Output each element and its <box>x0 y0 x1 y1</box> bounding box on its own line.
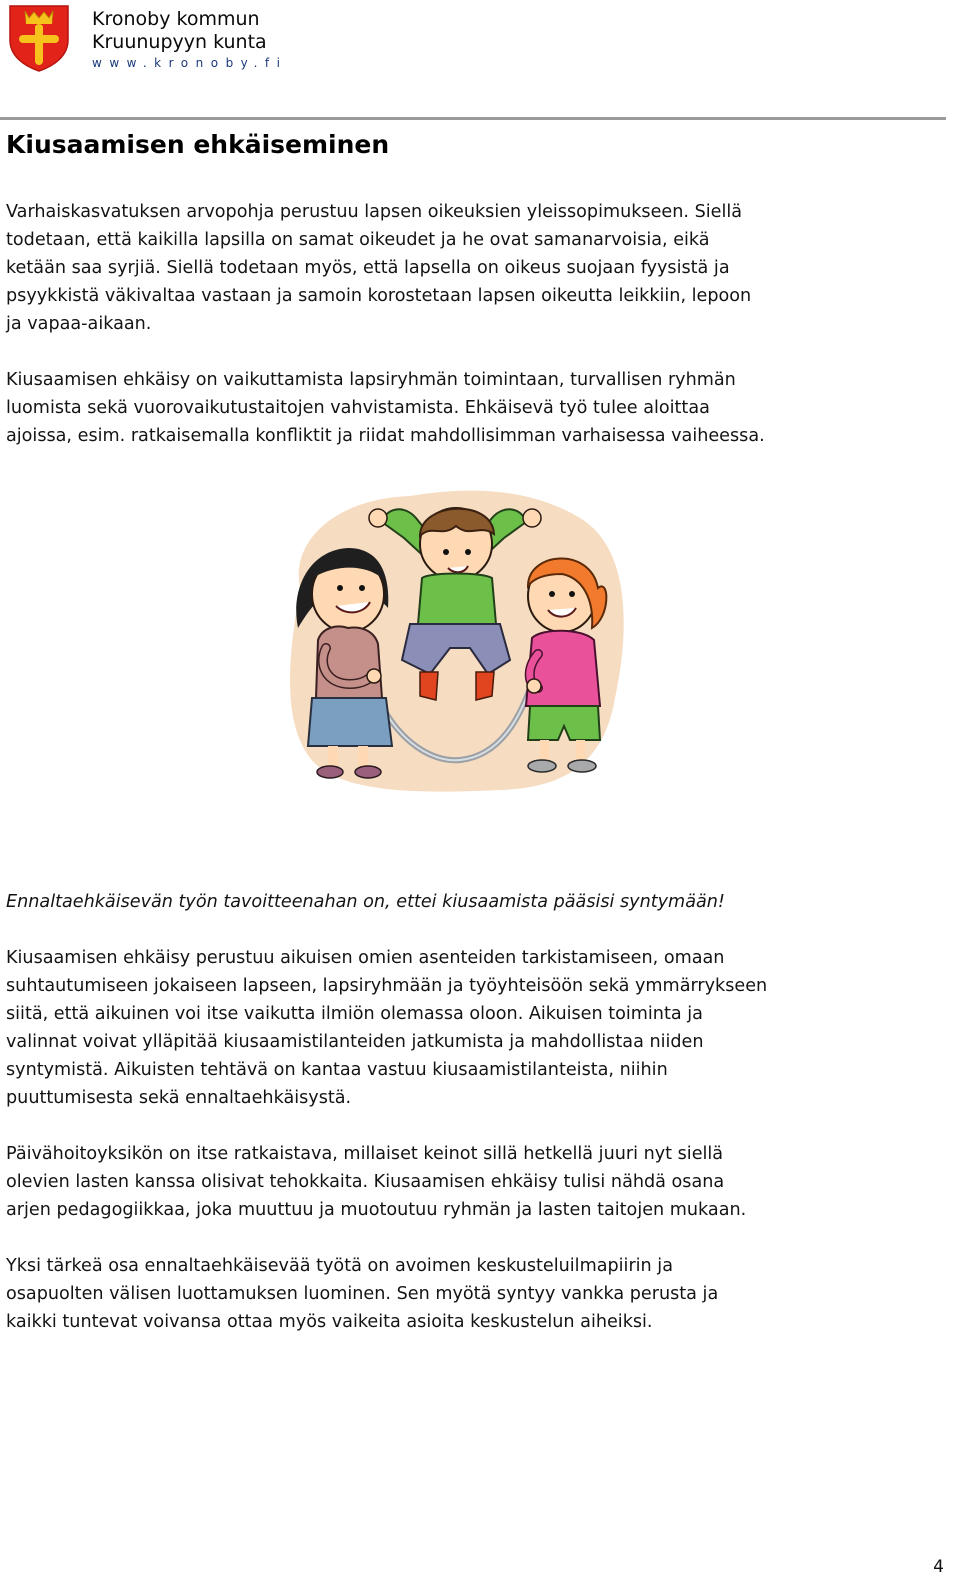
text-line: arjen pedagogiikkaa, joka muuttuu ja muotoutuu ryhmän ja lasten taitojen mukaan. <box>6 1200 747 1220</box>
page-number: 4 <box>933 1557 944 1577</box>
website-address: www.kronoby.fi <box>92 56 288 70</box>
paragraph-daycare-unit <box>6 1140 950 1224</box>
page-header <box>8 4 328 74</box>
text-line: psyykkistä väkivaltaa vastaan ja samoin korostetaan lapsen oikeutta leikkiin, lepoon <box>6 286 752 306</box>
organization-name-block <box>92 8 287 72</box>
text-line: Kiusaamisen ehkäisy perustuu aikuisen omien asenteiden tarkistamiseen, omaan <box>6 948 725 968</box>
text-line: ketään saa syrjiä. Siellä todetaan myös, että lapsella on oikeus suojaan fyysistä ja <box>6 258 730 278</box>
text-line: puuttumisesta sekä ennaltaehkäisystä. <box>6 1088 352 1108</box>
text-line: todetaan, että kaikilla lapsilla on samat oikeudet ja he ovat samanarvoisia, eikä <box>6 230 710 250</box>
paragraph-adult-attitudes <box>6 944 950 1112</box>
paragraph-prevention <box>6 366 950 450</box>
text-line: Yksi tärkeä osa ennaltaehkäisevää työtä on avoimen keskusteluilmapiirin ja <box>6 1256 673 1276</box>
text-line: Päivähoitoyksikön on itse ratkaistava, millaiset keinot sillä hetkellä juuri nyt siellä <box>6 1144 724 1164</box>
text-line: Ennaltaehkäisevän työn tavoitteenahan on, ettei kiusaamista pääsisi syntymään! <box>6 892 725 912</box>
text-line: ajoissa, esim. ratkaisemalla konfliktit ja riidat mahdollisimman varhaisessa vaiheessa. <box>6 426 765 446</box>
text-line: Varhaiskasvatuksen arvopohja perustuu lapsen oikeuksien yleissopimukseen. Siellä <box>6 202 743 222</box>
paragraph-open-discussion <box>6 1252 950 1336</box>
paragraph-values <box>6 198 950 338</box>
text-line: valinnat voivat ylläpitää kiusaamistilanteiden jatkumista ja mahdollistaa niiden <box>6 1032 704 1052</box>
text-line: Kiusaamisen ehkäisy on vaikuttamista lapsiryhmän toimintaan, turvallisen ryhmän <box>6 370 736 390</box>
coat-of-arms-icon <box>8 4 70 72</box>
text-line: kaikki tuntevat voivansa ottaa myös vaikeita asioita keskustelun aiheiksi. <box>6 1312 653 1332</box>
text-line: olevien lasten kanssa olisivat tehokkaita. Kiusaamisen ehkäisy tulisi nähdä osana <box>6 1172 725 1192</box>
text-line: osapuolten välisen luottamuksen luominen. Sen myötä syntyy vankka perusta ja <box>6 1284 719 1304</box>
header-divider <box>0 117 946 120</box>
text-line: ja vapaa-aikaan. <box>6 314 152 334</box>
text-line: luomista sekä vuorovaikutustaitojen vahvistamista. Ehkäisevä työ tulee aloittaa <box>6 398 710 418</box>
text-line: suhtautumiseen jokaiseen lapseen, lapsiryhmään ja työyhteisöön sekä ymmärrykseen <box>6 976 768 996</box>
page-title: Kiusaamisen ehkäiseminen <box>6 130 390 159</box>
org-name-swedish: Kronoby kommun <box>92 8 260 30</box>
children-jump-rope-illustration <box>270 478 640 798</box>
paragraph-goal-statement <box>6 888 950 916</box>
text-line: siitä, että aikuinen voi itse vaikutta ilmiön olemassa oloon. Aikuisen toiminta ja <box>6 1004 703 1024</box>
text-line: syntymistä. Aikuisten tehtävä on kantaa vastuu kiusaamistilanteista, niihin <box>6 1060 668 1080</box>
org-name-finnish: Kruunupyyn kunta <box>92 31 267 53</box>
